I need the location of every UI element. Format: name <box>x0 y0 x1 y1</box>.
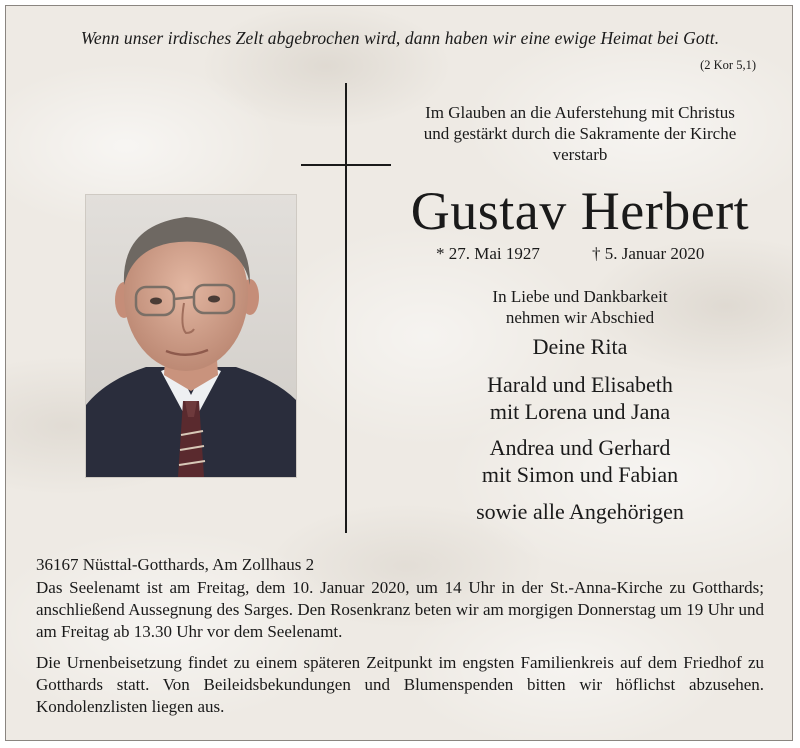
bible-reference: (2 Kor 5,1) <box>700 58 756 72</box>
farewell-line: In Liebe und Dankbarkeit <box>492 287 668 306</box>
mourner-line: sowie alle Angehörigen <box>476 499 684 524</box>
birth-date: * 27. Mai 1927 <box>436 244 540 263</box>
farewell-text <box>391 286 769 328</box>
intro-line: und gestärkt durch die Sakramente der Kirche <box>423 124 737 143</box>
intro-line: Im Glauben an die Auferstehung mit Christus <box>425 103 735 122</box>
mourner-line: Andrea und Gerhard <box>489 435 671 460</box>
obituary-notice <box>5 5 793 741</box>
cross-icon-bar <box>301 164 391 166</box>
burial-details: Die Urnenbeisetzung findet zu einem späteren Zeitpunkt im engsten Familienkreis auf dem Friedhof zu Gotthards statt. Von Beileidsbekundungen und Blumenspenden bitten wir höflichst abzusehen. Kondolenzlisten liegen aus. <box>36 653 764 716</box>
mourner-line: mit Lorena und Jana <box>489 399 671 424</box>
service-details: Das Seelenamt ist am Freitag, dem 10. Januar 2020, um 14 Uhr in der St.-Anna-Kirche zu Gotthards; anschließend Aussegnung des Sarges. Den Rosenkranz beten wir am morgigen Donnerstag um 19 Uhr und am Freitag ab 13.30 Uhr vor dem Seelenamt. <box>36 578 764 641</box>
death-date: † 5. Januar 2020 <box>592 244 705 263</box>
portrait-photo <box>85 194 297 478</box>
cross-icon <box>345 83 347 533</box>
mourner-entry <box>391 434 769 488</box>
deceased-name: Gustav Herbert <box>410 181 750 241</box>
address: 36167 Nüsttal-Gotthards, Am Zollhaus 2 <box>36 555 315 574</box>
mourner-line: mit Simon und Fabian <box>481 462 679 487</box>
bible-verse: Wenn unser irdisches Zelt abgebrochen wird, dann haben wir eine ewige Heimat bei Gott. <box>80 28 720 48</box>
mourner-line: Harald und Elisabeth <box>487 372 673 397</box>
intro-line: verstarb <box>552 145 608 164</box>
intro-text <box>391 102 769 165</box>
mourner-entry <box>391 371 769 425</box>
mourner-entry <box>391 333 769 360</box>
farewell-line: nehmen wir Abschied <box>505 308 655 327</box>
mourner-entry <box>391 498 769 525</box>
mourner-line: Deine Rita <box>532 334 628 359</box>
